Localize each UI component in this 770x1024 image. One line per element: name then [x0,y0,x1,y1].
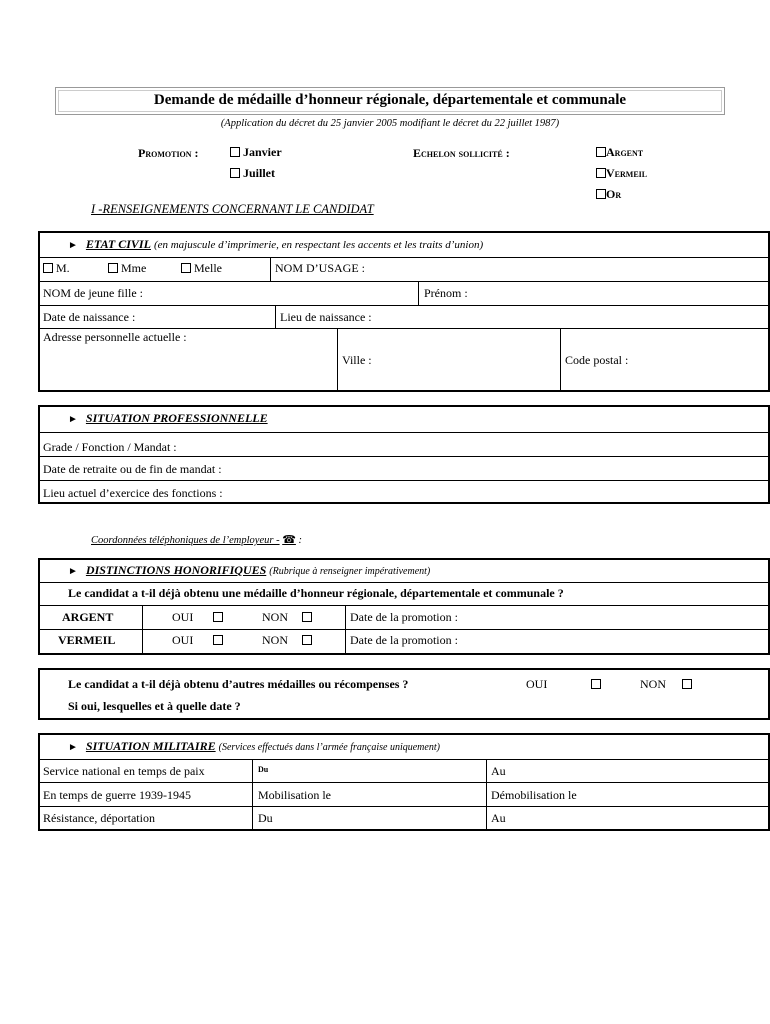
promotion-label: Promotion : [138,146,199,160]
distinction-argent-label: ARGENT [62,610,114,624]
checkbox[interactable] [596,168,606,178]
divider [38,759,770,760]
militaire-row-label: En temps de guerre 1939-1945 [43,788,191,802]
etat-civil-header [68,237,483,252]
militaire-row-label: Service national en temps de paix [43,764,205,778]
divider [38,305,770,306]
form-subtitle: (Application du décret du 25 janvier 2005 modifiant le décret du 22 juillet 1987) [220,118,560,129]
divider [38,328,770,329]
ville-field[interactable]: Ville : [342,353,372,367]
echelon-option-vermeil[interactable]: Vermeil [596,166,647,181]
situation-pro-header [68,411,268,426]
divider [38,806,770,807]
distinctions-header [68,563,430,578]
situation-pro-title: SITUATION PROFESSIONNELLE [85,411,268,425]
checkbox[interactable] [213,612,223,622]
divider [38,281,770,282]
divider [270,257,271,281]
lieu-exercice-field[interactable]: Lieu actuel d’exercice des fonctions : [43,486,223,500]
divider [38,782,770,783]
divider [337,328,338,391]
checkbox[interactable] [108,263,118,273]
form-title: Demande de médaille d’honneur régionale, départementale et communale [153,92,627,108]
distinction-argent-non[interactable]: NON [262,610,312,625]
telephone-icon: ☎ [282,534,296,546]
echelon-label: Echelon sollicité : [413,146,510,160]
date-retraite-field[interactable]: Date de retraite ou de fin de mandat : [43,462,222,476]
checkbox[interactable] [43,263,53,273]
autres-oui[interactable]: OUI [526,677,601,692]
checkbox[interactable] [213,635,223,645]
militaire-row-from[interactable]: Mobilisation le [258,788,331,802]
civilite-melle[interactable]: Melle [181,261,222,276]
divider [38,629,770,630]
civilite-m[interactable]: M. [43,261,70,276]
distinctions-note: (Rubrique à renseigner impérativement) [269,566,431,577]
divider [38,480,770,481]
militaire-note: (Services effectués dans l’armée française uniquement) [218,742,440,753]
section-1-title: I -RENSEIGNEMENTS CONCERNANT LE CANDIDAT [91,202,374,216]
divider [345,605,346,654]
divider [38,582,770,583]
echelon-option-argent[interactable]: Argent [596,145,643,160]
checkbox[interactable] [302,635,312,645]
checkbox[interactable] [181,263,191,273]
distinction-argent-date-field[interactable]: Date de la promotion : [350,610,458,624]
distinction-vermeil-label: VERMEIL [58,633,116,647]
adresse-field[interactable]: Adresse personnelle actuelle : [43,330,187,344]
distinctions-question: Le candidat a t-il déjà obtenu une médaille d’honneur régionale, départementale et communale ? [68,586,564,600]
date-naissance-field[interactable]: Date de naissance : [43,310,136,324]
checkbox[interactable] [302,612,312,622]
divider [486,759,487,830]
militaire-header [68,739,440,754]
arrow-right-icon: ► [68,566,78,577]
divider [418,281,419,305]
militaire-row-from[interactable]: Du [258,811,273,825]
coordonnees-suffix: : [298,535,303,546]
nom-usage-field[interactable]: NOM D’USAGE : [275,261,365,275]
divider [38,456,770,457]
grade-fonction-field[interactable]: Grade / Fonction / Mandat : [43,440,177,454]
autres-non[interactable]: NON [640,677,692,692]
divider [560,328,561,391]
militaire-row-to[interactable]: Démobilisation le [491,788,577,802]
checkbox[interactable] [682,679,692,689]
coordonnees-label: Coordonnées téléphoniques de l’employeur - [91,535,280,546]
divider [275,305,276,329]
etat-civil-title: ETAT CIVIL [85,237,151,251]
militaire-row-to[interactable]: Au [491,764,506,778]
lieu-naissance-field[interactable]: Lieu de naissance : [280,310,372,324]
checkbox[interactable] [596,147,606,157]
militaire-title: SITUATION MILITAIRE [85,739,216,753]
divider [38,432,770,433]
nom-jeune-fille-field[interactable]: NOM de jeune fille : [43,286,143,300]
etat-civil-frame [38,231,770,392]
distinction-vermeil-non[interactable]: NON [262,633,312,648]
checkbox[interactable] [591,679,601,689]
arrow-right-icon: ► [68,742,78,753]
civilite-mme[interactable]: Mme [108,261,146,276]
divider [252,759,253,830]
echelon-option-or[interactable]: Or [596,187,621,202]
divider [38,257,770,258]
distinction-vermeil-oui[interactable]: OUI [172,633,223,648]
prenom-field[interactable]: Prénom : [424,286,468,300]
etat-civil-note: (en majuscule d’imprimerie, en respectant les accents et les traits d’union) [153,239,484,251]
autres-followup: Si oui, lesquelles et à quelle date ? [68,699,241,713]
arrow-right-icon: ► [68,414,78,425]
arrow-right-icon: ► [68,240,78,251]
militaire-row-to[interactable]: Au [491,811,506,825]
checkbox[interactable] [230,147,240,157]
promotion-option-juillet[interactable]: Juillet [230,166,275,181]
distinction-vermeil-date-field[interactable]: Date de la promotion : [350,633,458,647]
divider [38,605,770,606]
distinction-argent-oui[interactable]: OUI [172,610,223,625]
autres-question: Le candidat a t-il déjà obtenu d’autres médailles ou récompenses ? [68,677,409,691]
militaire-row-label: Résistance, déportation [43,811,155,825]
divider [142,605,143,654]
checkbox[interactable] [230,168,240,178]
coordonnees-line [91,533,302,546]
checkbox[interactable] [596,189,606,199]
promotion-option-janvier[interactable]: Janvier [230,145,282,160]
code-postal-field[interactable]: Code postal : [565,353,629,367]
militaire-row-from[interactable]: Du [258,765,269,774]
distinctions-title: DISTINCTIONS HONORIFIQUES [85,563,267,577]
